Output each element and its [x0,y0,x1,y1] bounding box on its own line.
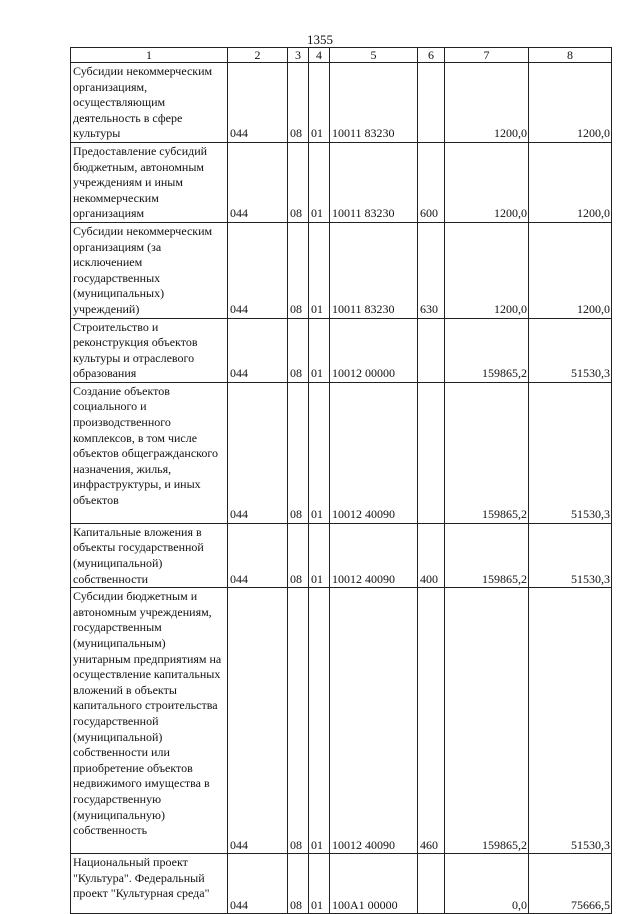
section-code: 08 [288,382,309,523]
amount-year-2: 1200,0 [529,142,612,222]
target-article: 10012 40090 [330,588,418,854]
admin-code: 044 [228,854,288,914]
table-row [71,222,612,318]
admin-code: 044 [228,382,288,523]
row-name: Субсидии некоммерческим организациям, осуществляющим деятельность в сфере культуры [71,63,228,143]
amount-year-2: 1200,0 [529,222,612,318]
target-article: 10012 40090 [330,382,418,523]
budget-table [70,47,612,914]
section-code: 08 [288,318,309,382]
subsection-code: 01 [309,382,330,523]
target-article: 10012 00000 [330,318,418,382]
admin-code: 044 [228,588,288,854]
subsection-code: 01 [309,854,330,914]
subsection-code: 01 [309,63,330,143]
amount-year-1: 159865,2 [445,382,529,523]
row-name: Капитальные вложения в объекты государственной (муниципальной) собственности [71,523,228,587]
admin-code: 044 [228,318,288,382]
amount-year-2: 1200,0 [529,63,612,143]
section-code: 08 [288,588,309,854]
admin-code: 044 [228,142,288,222]
table-row [71,142,612,222]
row-name: Национальный проект "Культура". Федеральный проект "Культурная среда" [71,854,228,914]
target-article: 10011 83230 [330,142,418,222]
column-header: 2 [228,48,288,63]
amount-year-2: 51530,3 [529,588,612,854]
admin-code: 044 [228,523,288,587]
admin-code: 044 [228,222,288,318]
table-row [71,588,612,854]
amount-year-1: 0,0 [445,854,529,914]
amount-year-1: 159865,2 [445,588,529,854]
column-header: 8 [529,48,612,63]
amount-year-2: 51530,3 [529,523,612,587]
table-row [71,63,612,143]
target-article: 10012 40090 [330,523,418,587]
column-header: 4 [309,48,330,63]
amount-year-1: 1200,0 [445,142,529,222]
table-row [71,382,612,523]
subsection-code: 01 [309,222,330,318]
target-article: 10011 83230 [330,222,418,318]
section-code: 08 [288,523,309,587]
target-article: 100А1 00000 [330,854,418,914]
column-header: 3 [288,48,309,63]
column-header: 1 [71,48,228,63]
row-name: Строительство и реконструкция объектов культуры и отраслевого образования [71,318,228,382]
expense-type [418,318,445,382]
row-name: Субсидии некоммерческим организациям (за исключением государственных (муниципальных) учреждений) [71,222,228,318]
page-number: 1355 [307,32,333,47]
amount-year-1: 159865,2 [445,318,529,382]
expense-type: 400 [418,523,445,587]
subsection-code: 01 [309,588,330,854]
column-header-row [71,48,612,63]
column-header: 6 [418,48,445,63]
table-body [71,63,612,914]
amount-year-1: 1200,0 [445,63,529,143]
column-header: 7 [445,48,529,63]
section-code: 08 [288,63,309,143]
section-code: 08 [288,854,309,914]
section-code: 08 [288,222,309,318]
target-article: 10011 83230 [330,63,418,143]
column-header: 5 [330,48,418,63]
amount-year-2: 75666,5 [529,854,612,914]
admin-code: 044 [228,63,288,143]
subsection-code: 01 [309,523,330,587]
section-code: 08 [288,142,309,222]
expense-type [418,382,445,523]
table-row [71,318,612,382]
subsection-code: 01 [309,142,330,222]
amount-year-2: 51530,3 [529,318,612,382]
expense-type: 460 [418,588,445,854]
table-row [71,523,612,587]
row-name: Создание объектов социального и производственного комплексов, в том числе объектов общегражданского назначения, жилья, инфраструктуры, и иных объектов [71,382,228,523]
amount-year-1: 159865,2 [445,523,529,587]
row-name: Субсидии бюджетным и автономным учреждениям, государственным (муниципальным) унитарным предприятиям на осуществление капитальных вложений в объекты капитального строительства государственной (муниципальной) собственности или приобретение объектов недвижимого имущества в государственную (муниципальную) собственность [71,588,228,854]
expense-type: 630 [418,222,445,318]
amount-year-2: 51530,3 [529,382,612,523]
expense-type [418,63,445,143]
expense-type: 600 [418,142,445,222]
amount-year-1: 1200,0 [445,222,529,318]
subsection-code: 01 [309,318,330,382]
row-name: Предоставление субсидий бюджетным, автономным учреждениям и иным некоммерческим организациям [71,142,228,222]
